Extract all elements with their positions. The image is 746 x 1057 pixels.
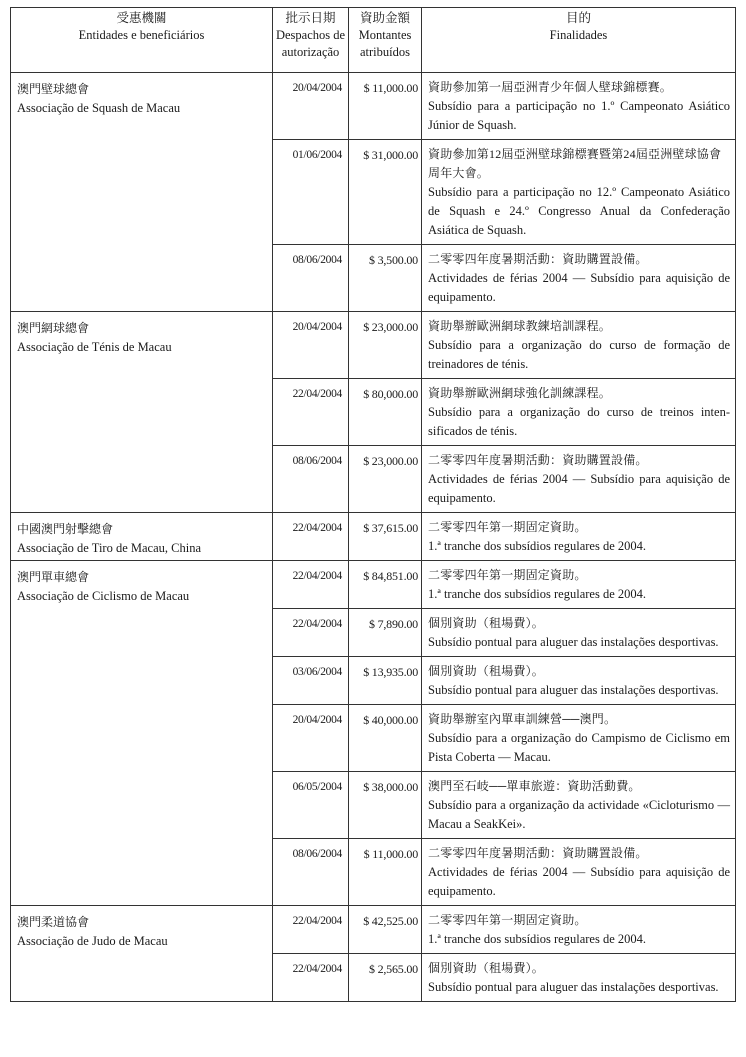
purpose-pt: Subsídio para a participação no 1.º Campeonato Asiático Júnior de Squash. (428, 99, 730, 132)
purpose-pt: Actividades de férias 2004 — Subsídio para aquisição de equipamento. (428, 271, 730, 304)
purpose-cell (422, 609, 736, 657)
purpose-cell (422, 657, 736, 705)
authorization-date: 22/04/2004 (273, 561, 349, 609)
authorization-date: 22/04/2004 (273, 954, 349, 1002)
entity-name-pt: Associação de Ténis de Macau (17, 340, 172, 354)
amount-value: $ 84,851.00 (349, 561, 422, 609)
purpose-zh: 個別資助（租場費）。 (428, 961, 545, 975)
amount-value: $ 11,000.00 (349, 73, 422, 140)
purpose-cell (422, 312, 736, 379)
entity-cell (11, 906, 273, 1002)
amount-value: $ 23,000.00 (349, 446, 422, 513)
purpose-cell (422, 772, 736, 839)
purpose-pt: Subsídio pontual para aluguer das instalações desportivas. (428, 635, 719, 649)
authorization-date: 06/05/2004 (273, 772, 349, 839)
purpose-pt: Subsídio pontual para aluguer das instalações desportivas. (428, 683, 719, 697)
entity-name-pt: Associação de Squash de Macau (17, 101, 181, 115)
purpose-zh: 資助參加第一屆亞洲青少年個人壁球錦標賽。 (428, 80, 673, 94)
purpose-zh: 二零零四年度暑期活動：資助購置設備。 (428, 846, 648, 860)
subsidy-table-page (10, 7, 735, 1002)
purpose-pt: Subsídio para a organização da actividade «Cicloturismo — Macau a SeakKei». (428, 798, 730, 831)
amount-value: $ 38,000.00 (349, 772, 422, 839)
amount-value: $ 23,000.00 (349, 312, 422, 379)
authorization-date: 22/04/2004 (273, 379, 349, 446)
purpose-pt: Subsídio para a participação no 12.º Campeonato Asiático de Squash e 24.º Congresso Anual da Confederação Asiática de Squash. (428, 185, 730, 237)
authorization-date: 08/06/2004 (273, 245, 349, 312)
table-row (11, 73, 736, 140)
purpose-cell (422, 73, 736, 140)
header-purpose: 目的 Finalidades (422, 8, 736, 73)
entity-cell (11, 73, 273, 312)
purpose-zh: 二零零四年第一期固定資助。 (428, 520, 587, 534)
purpose-zh: 二零零四年第一期固定資助。 (428, 568, 587, 582)
header-amount: 資助金額 Montantes atribuídos (349, 8, 422, 73)
purpose-zh: 二零零四年度暑期活動：資助購置設備。 (428, 453, 648, 467)
amount-value: $ 3,500.00 (349, 245, 422, 312)
authorization-date: 08/06/2004 (273, 446, 349, 513)
table-row (11, 513, 736, 561)
entity-name-zh: 中國澳門射擊總會 (17, 522, 114, 536)
purpose-zh: 二零零四年度暑期活動：資助購置設備。 (428, 252, 648, 266)
amount-value: $ 7,890.00 (349, 609, 422, 657)
authorization-date: 22/04/2004 (273, 609, 349, 657)
subsidy-table (10, 7, 736, 1002)
authorization-date: 22/04/2004 (273, 513, 349, 561)
authorization-date: 01/06/2004 (273, 140, 349, 245)
purpose-cell (422, 446, 736, 513)
purpose-cell (422, 705, 736, 772)
table-row (11, 561, 736, 609)
amount-value: $ 31,000.00 (349, 140, 422, 245)
amount-value: $ 11,000.00 (349, 839, 422, 906)
purpose-cell (422, 245, 736, 312)
authorization-date: 20/04/2004 (273, 73, 349, 140)
entity-name-zh: 澳門柔道協會 (17, 915, 90, 929)
purpose-zh: 二零零四年第一期固定資助。 (428, 913, 587, 927)
amount-value: $ 13,935.00 (349, 657, 422, 705)
purpose-cell (422, 839, 736, 906)
purpose-pt: Subsídio para a organização do Campismo de Ciclismo em Pista Coberta — Macau. (428, 731, 730, 764)
entity-name-pt: Associação de Ciclismo de Macau (17, 589, 190, 603)
purpose-cell (422, 954, 736, 1002)
entity-name-zh: 澳門單車總會 (17, 570, 90, 584)
purpose-zh: 資助參加第12屆亞洲壁球錦標賽暨第24屆亞洲壁球協會周年大會。 (428, 147, 722, 180)
entity-name-pt: Associação de Judo de Macau (17, 934, 168, 948)
purpose-pt: Subsídio para a organização do curso de formação de treinadores de ténis. (428, 338, 730, 371)
table-body (11, 73, 736, 1002)
purpose-pt: Subsídio para a organização do curso de treinos intensificados de ténis. (428, 405, 730, 438)
purpose-cell (422, 513, 736, 561)
table-row (11, 312, 736, 379)
purpose-zh: 資助舉辦歐洲網球強化訓練課程。 (428, 386, 612, 400)
header-date: 批示日期 Despachos de autorização (273, 8, 349, 73)
entity-name-pt: Associação de Tiro de Macau, China (17, 541, 201, 555)
purpose-pt: 1.ª tranche dos subsídios regulares de 2004. (428, 539, 646, 553)
authorization-date: 08/06/2004 (273, 839, 349, 906)
purpose-cell (422, 379, 736, 446)
purpose-zh: 資助舉辦室內單車訓練營──澳門。 (428, 712, 617, 726)
authorization-date: 03/06/2004 (273, 657, 349, 705)
purpose-pt: Actividades de férias 2004 — Subsídio para aquisição de equipamento. (428, 865, 730, 898)
purpose-cell (422, 906, 736, 954)
entity-cell (11, 312, 273, 513)
purpose-pt: Subsídio pontual para aluguer das instalações desportivas. (428, 980, 719, 994)
authorization-date: 20/04/2004 (273, 312, 349, 379)
table-row (11, 906, 736, 954)
entity-name-zh: 澳門壁球總會 (17, 82, 90, 96)
purpose-zh: 資助舉辦歐洲網球教練培訓課程。 (428, 319, 612, 333)
amount-value: $ 37,615.00 (349, 513, 422, 561)
purpose-zh: 個別資助（租場費）。 (428, 664, 545, 678)
purpose-cell (422, 561, 736, 609)
header-entity: 受惠機關 Entidades e beneficiários (11, 8, 273, 73)
amount-value: $ 42,525.00 (349, 906, 422, 954)
authorization-date: 20/04/2004 (273, 705, 349, 772)
purpose-pt: Actividades de férias 2004 — Subsídio para aquisição de equipamento. (428, 472, 730, 505)
purpose-pt: 1.ª tranche dos subsídios regulares de 2004. (428, 932, 646, 946)
purpose-zh: 澳門至石岐──單車旅遊：資助活動費。 (428, 779, 641, 793)
purpose-zh: 個別資助（租場費）。 (428, 616, 545, 630)
entity-name-zh: 澳門網球總會 (17, 321, 90, 335)
authorization-date: 22/04/2004 (273, 906, 349, 954)
purpose-cell (422, 140, 736, 245)
purpose-pt: 1.ª tranche dos subsídios regulares de 2004. (428, 587, 646, 601)
entity-cell (11, 513, 273, 561)
header-row (11, 8, 736, 73)
entity-cell (11, 561, 273, 906)
amount-value: $ 2,565.00 (349, 954, 422, 1002)
amount-value: $ 80,000.00 (349, 379, 422, 446)
amount-value: $ 40,000.00 (349, 705, 422, 772)
